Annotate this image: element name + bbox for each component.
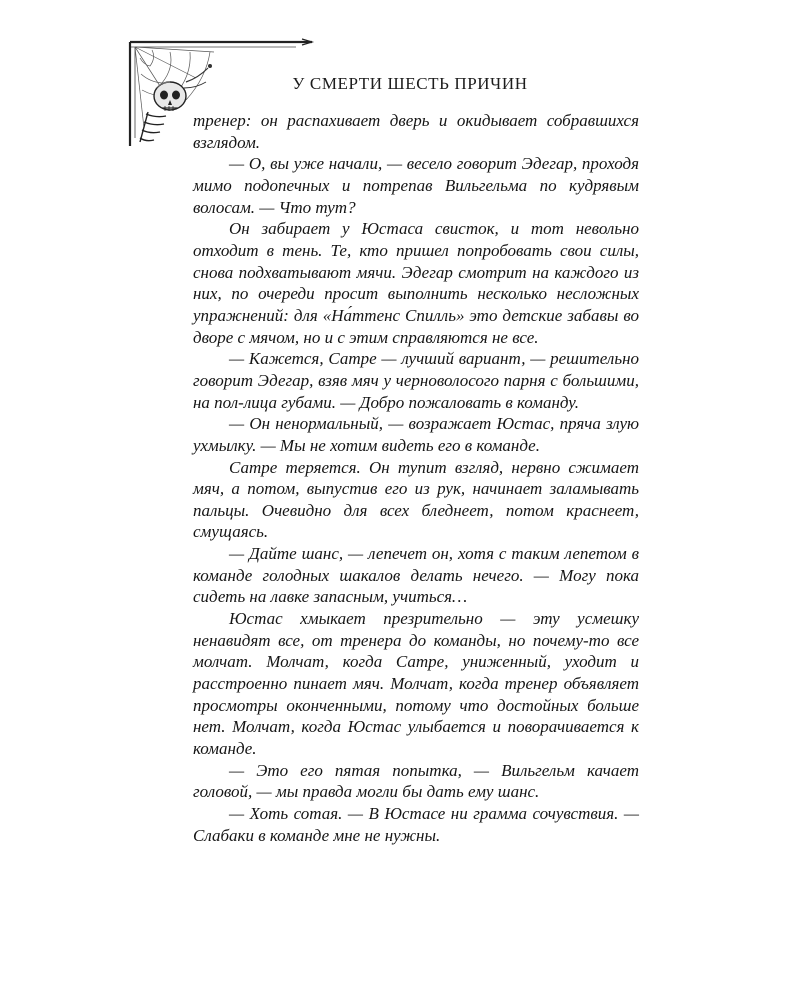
paragraph: — Это его пятая попытка, — Вильгельм качает головой, — мы правда могли бы дать ему шанс. (193, 760, 639, 802)
paragraph: Юстас хмыкает презрительно — эту усмешку ненавидят все, от тренера до команды, но почему-то все молчат. Молчат, когда Сатре, униженный, уходит и расстроенно пинает мяч. Молчат, когда тренер объявляет просмотры оконченными, потому что достойных больше нет. Молчат, когда Юстас улыбается и поворачивается к команде. (193, 609, 639, 759)
skull-icon (154, 82, 186, 111)
paragraph: — Хоть сотая. — В Юстасе ни грамма сочувствия. — Слабаки в команде мне не нужны. (193, 804, 639, 845)
paragraph: — О, вы уже начали, — весело говорит Эдегар, проходя мимо подопечных и потрепав Вильгельма по кудрявым волосам. — Что тут? (193, 154, 639, 217)
paragraph: — Кажется, Сатре — лучший вариант, — решительно говорит Эдегар, взяв мяч у черноволосого парня с большими, на пол-лица губами. — Добро пожаловать в команду. (193, 349, 639, 412)
running-head: У СМЕРТИ ШЕСТЬ ПРИЧИН (292, 74, 528, 93)
paragraph: тренер: он распахивает дверь и окидывает собравшихся взглядом. (193, 111, 639, 152)
body-text (193, 110, 639, 846)
paragraph: Сатре теряется. Он тупит взгляд, нервно сжимает мяч, а потом, выпустив его из рук, начинает заламывать пальцы. Очевидно для всех бледнеет, потом краснеет, смущаясь. (193, 457, 639, 542)
paragraph: — Дайте шанс, — лепечет он, хотя с таким лепетом в команде голодных шакалов делать нечего. — Могу пока сидеть на лавке запасным, учиться… (193, 544, 639, 607)
paragraph: — Он ненормальный, — возражает Юстас, пряча злую ухмылку. — Мы не хотим видеть его в команде. (193, 414, 639, 455)
paragraph: Он забирает у Юстаса свисток, и тот невольно отходит в тень. Те, кто пришел попробовать свои силы, снова подхватывают мячи. Эдегар смотрит на каждого из них, по очереди просит выполнить несколько несложных упражнений: для «На́ттенс Спилль» это детские забавы во дворе с мячом, но и с этим справляются не все. (193, 219, 639, 347)
